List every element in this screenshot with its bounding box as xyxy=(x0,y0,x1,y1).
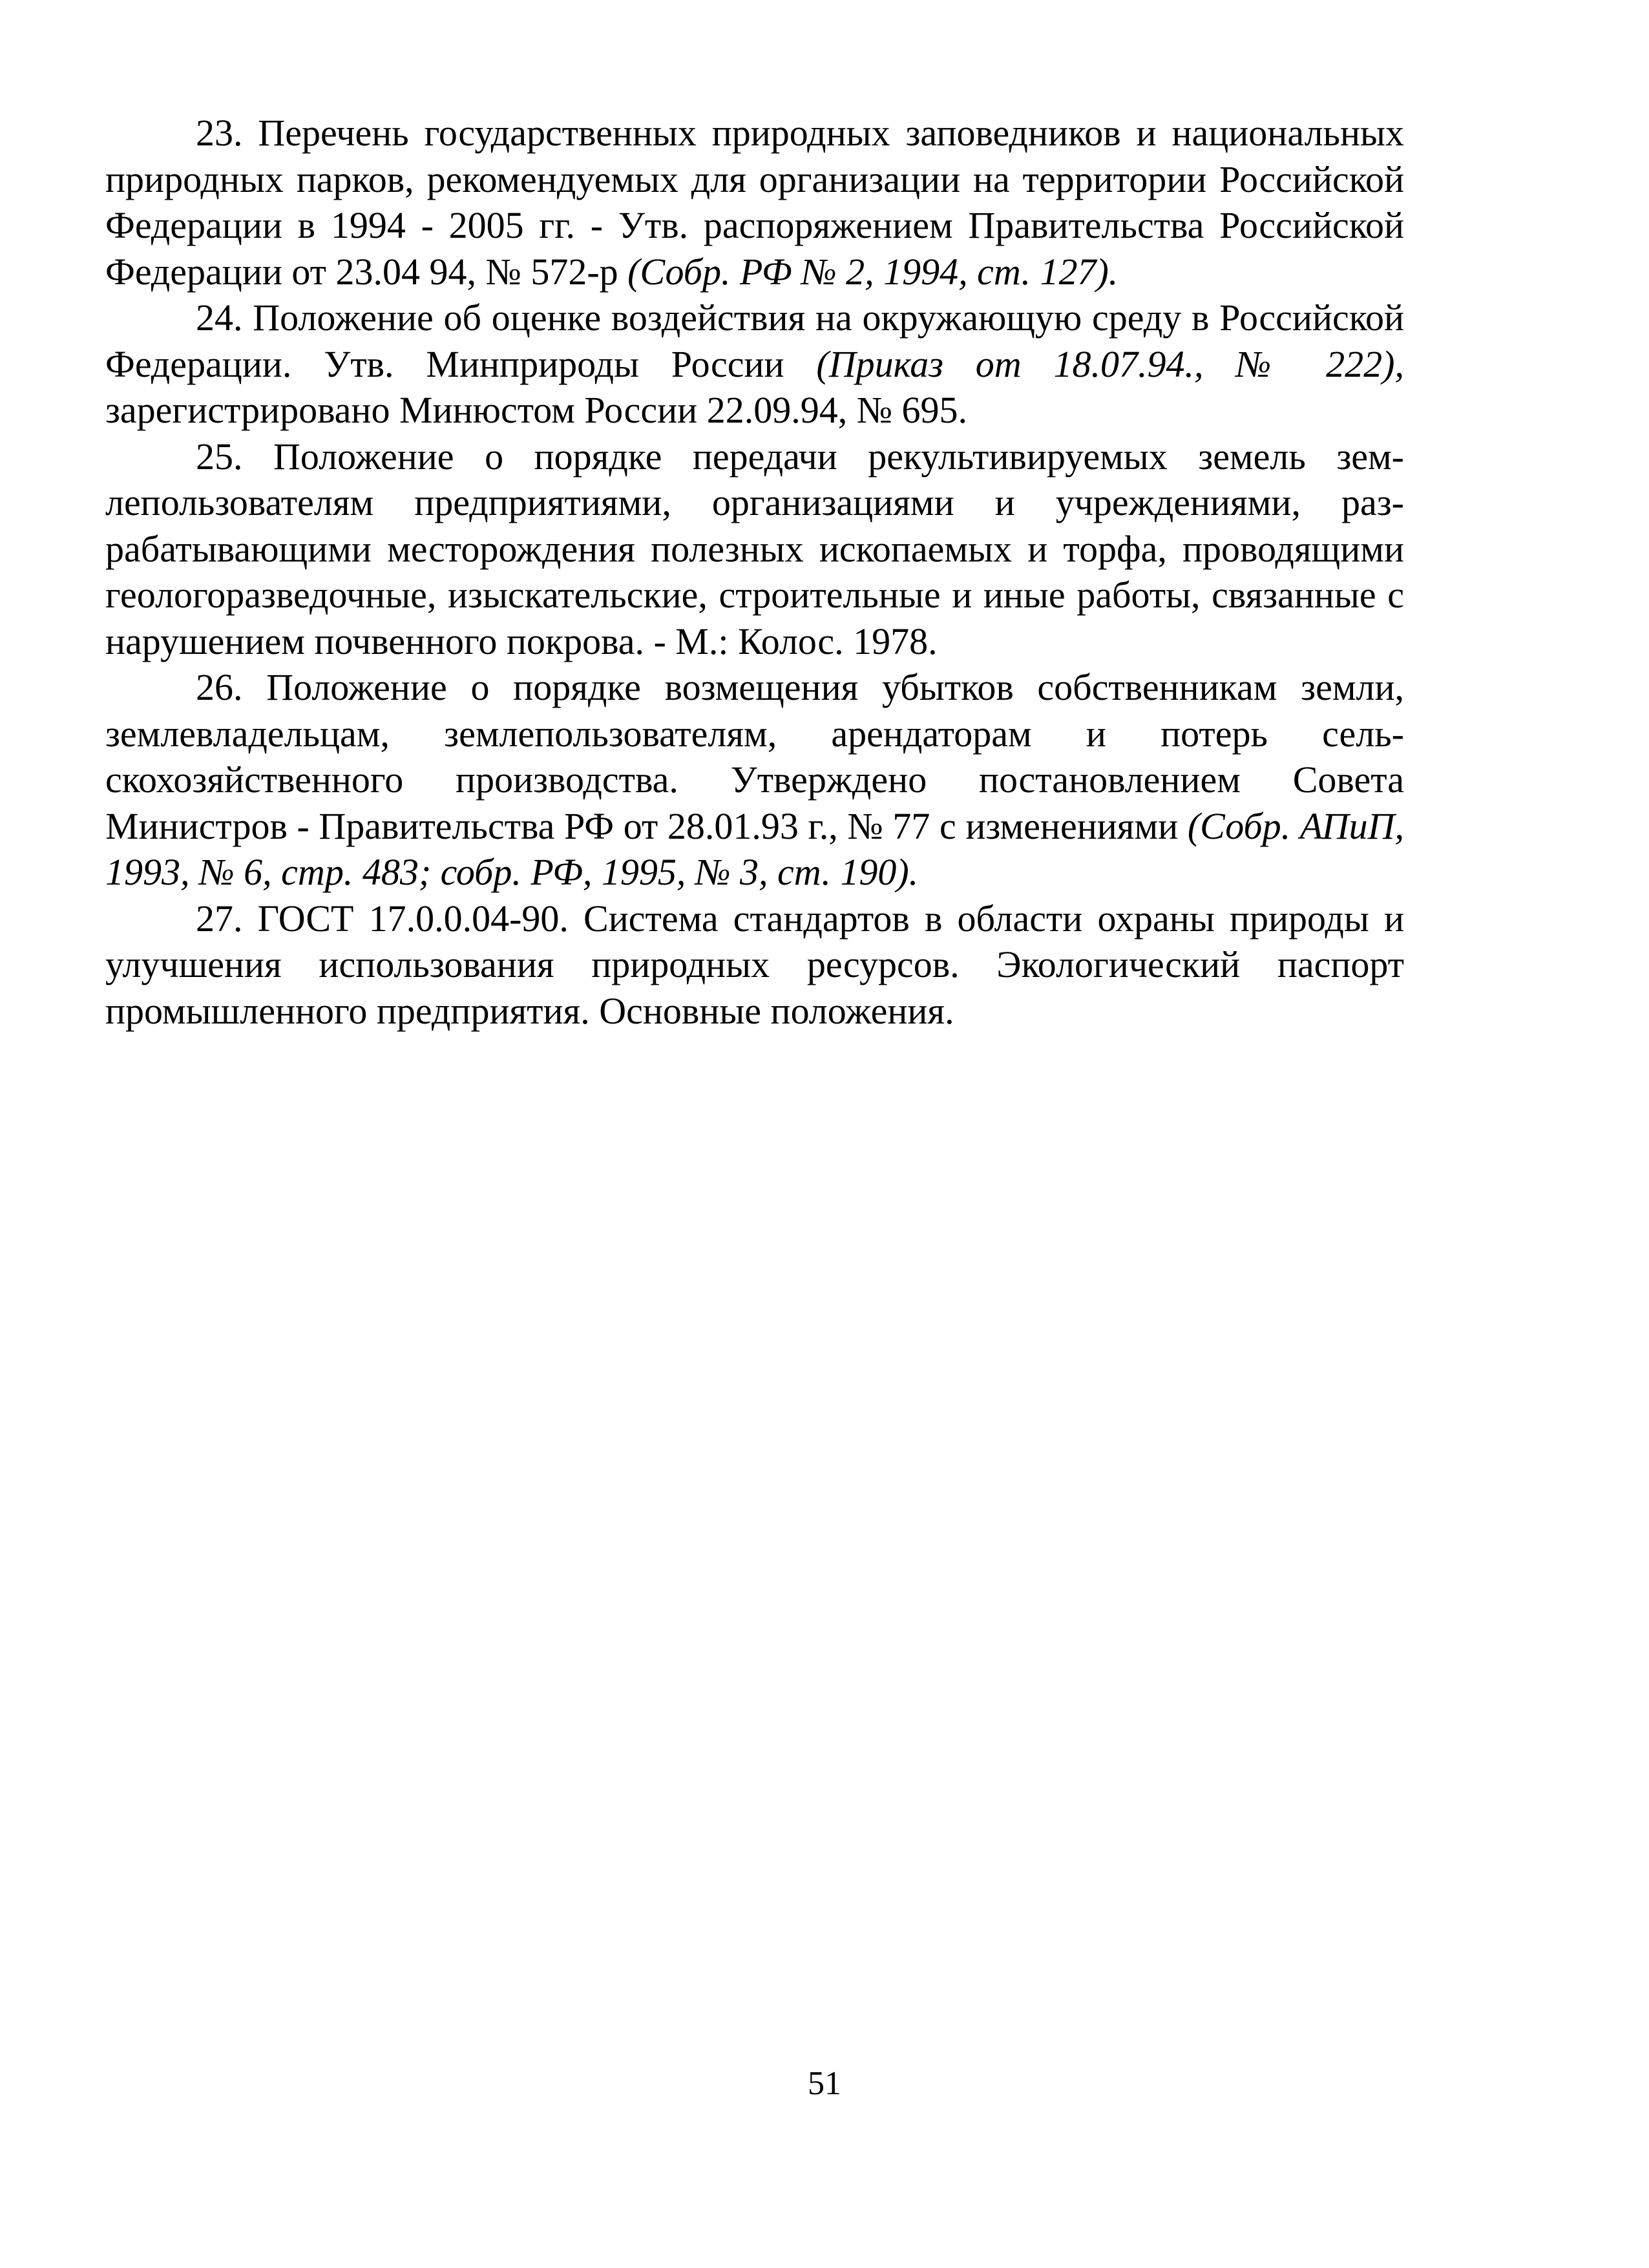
reference-source: (Приказ от 18.07.94., № 222), xyxy=(816,342,1404,385)
page-number: 51 xyxy=(808,2065,841,2102)
reference-number: 26. xyxy=(196,666,243,708)
reference-text: Перечень государственных природных заповедников и национальных природных парков, рекомендуемых для организации на территории Российской Федерации в 1994 - 2005 гг. - Утв. распоряжением Правительства Российской Федерации от 23.04 94, № 572-р xyxy=(105,112,1405,293)
reference-list xyxy=(105,110,1404,1034)
reference-item-25 xyxy=(105,434,1404,665)
reference-item-24 xyxy=(105,295,1404,434)
reference-number: 23. xyxy=(196,112,243,154)
reference-tail: зарегистрировано Минюстом России 22.09.94, № 695. xyxy=(105,389,968,431)
reference-number: 24. xyxy=(196,297,243,339)
reference-text: Положение о порядке передачи рекультивируемых земель землепользователям предприятиями, организациями и учреждениями, разрабатывающими месторождения полезных ископаемых и торфа, проводящими геологоразведочные, изыскательские, строительные и иные работы, связанные с нарушением почвенного покрова. - М.: Колос. 1978. xyxy=(105,435,1404,662)
reference-number: 27. xyxy=(196,897,243,940)
reference-number: 25. xyxy=(196,435,243,478)
reference-item-26 xyxy=(105,664,1404,896)
reference-source: (Собр. РФ № 2, 1994, ст. 127). xyxy=(627,250,1119,293)
reference-item-23 xyxy=(105,110,1404,295)
reference-source: (Собр. АПиП, 1993, № 6, стр. 483; собр. РФ, 1995, № 3, ст. 190). xyxy=(105,804,1404,893)
reference-item-27 xyxy=(105,896,1404,1034)
reference-text: Положение об оценке воздействия на окружающую среду в Российской Федерации. Утв. Минприроды России xyxy=(105,297,1404,385)
reference-text: Положение о порядке возмещения убытков собственникам земли, землевладельцам, землепользователям, арендаторам и потерь сельскохозяйственного производства. Утверждено постановлением Совета Министров - Правительства РФ от 28.01.93 г., № 77 с изменениями xyxy=(105,666,1404,847)
reference-text: ГОСТ 17.0.0.04-90. Система стандартов в области охраны природы и улучшения использования природных ресурсов. Экологический паспорт промышленного предприятия. Основные положения. xyxy=(105,897,1404,1032)
